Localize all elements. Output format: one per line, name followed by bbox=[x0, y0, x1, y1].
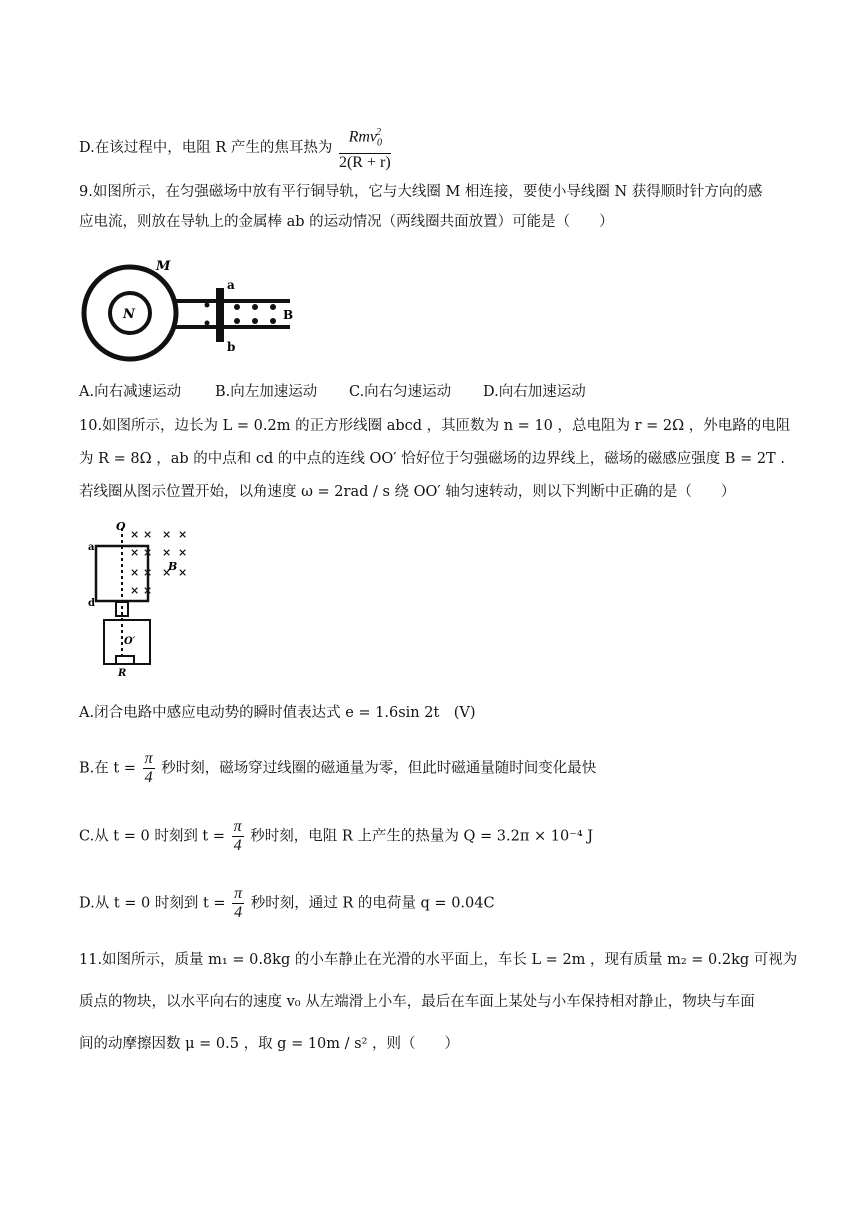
q9-option-c: C.向右匀速运动 bbox=[349, 384, 452, 400]
q10-stem-line1: 10.如图所示，边长为 L = 0.2m 的正方形线圈 abcd ，其匝数为 n = 10 ，总电阻为 r = 2Ω ，外电路的电阻 bbox=[79, 418, 791, 434]
frac-denominator: 2(R + r) bbox=[338, 153, 391, 171]
svg-text:×: × bbox=[178, 528, 188, 541]
option-d-prefix: D.从 t = 0 时刻到 t = bbox=[79, 895, 226, 912]
svg-text:× ×: × × bbox=[130, 584, 153, 597]
label-field-b: B bbox=[168, 560, 178, 573]
q9-options bbox=[79, 382, 586, 402]
frac-sup: 2 bbox=[376, 127, 382, 138]
frac-pi: π bbox=[234, 885, 243, 902]
q10-option-b bbox=[79, 750, 596, 787]
label-d: d bbox=[88, 598, 95, 609]
label-n: N bbox=[123, 307, 135, 322]
q8-option-d bbox=[79, 124, 393, 172]
q9-figure bbox=[80, 255, 305, 370]
q10-option-a: A.闭合电路中感应电动势的瞬时值表达式 e = 1.6sin 2t (V) bbox=[79, 705, 476, 721]
label-m: M bbox=[156, 259, 171, 274]
resistor-r bbox=[116, 656, 134, 664]
label-o-prime: O′ bbox=[124, 636, 136, 647]
pi-over-4-fraction bbox=[143, 750, 155, 787]
q11-stem-line1: 11.如图所示，质量 m₁ = 0.8kg 的小车静止在光滑的水平面上，车长 L = 2m ，现有质量 m₂ = 0.2kg 可视为 bbox=[79, 952, 798, 968]
pi-over-4-fraction bbox=[232, 818, 244, 855]
option-c-prefix: C.从 t = 0 时刻到 t = bbox=[79, 828, 226, 845]
option-b-suffix: 秒时刻，磁场穿过线圈的磁通量为零，但此时磁通量随时间变化最快 bbox=[161, 760, 597, 777]
q9-stem-line2: 应电流，则放在导轨上的金属棒 ab 的运动情况（两线圈共面放置）可能是（ ） bbox=[79, 214, 614, 230]
q8-heat-fraction bbox=[339, 124, 391, 172]
option-b-prefix: B.在 t = bbox=[79, 760, 136, 777]
label-a: a bbox=[88, 542, 95, 553]
q10-option-d bbox=[79, 885, 495, 922]
pi-over-4-fraction bbox=[232, 885, 244, 922]
svg-text:×: × bbox=[162, 528, 172, 541]
q9-stem-line1: 9.如图所示，在匀强磁场中放有平行铜导轨，它与大线圈 M 相连接，要使小导线圈 N 获得顺时针方向的感 bbox=[79, 184, 763, 200]
label-r: R bbox=[118, 668, 127, 679]
option-d-suffix: 秒时刻，通过 R 的电荷量 q = 0.04C bbox=[250, 895, 495, 912]
svg-text:×: × bbox=[178, 546, 188, 559]
label-o: O bbox=[116, 520, 126, 533]
frac-pi: π bbox=[233, 818, 242, 835]
frac-pi: π bbox=[144, 750, 153, 767]
label-a: a bbox=[227, 278, 235, 292]
field-crosses bbox=[130, 528, 187, 597]
q10-stem-line3: 若线圈从图示位置开始，以角速度 ω = 2rad / s 绕 OO′ 轴匀速转动，则以下判断中正确的是（ ） bbox=[79, 484, 736, 500]
frac-four: 4 bbox=[233, 837, 242, 854]
q11-stem-line2: 质点的物块，以水平向右的速度 v₀ 从左端滑上小车，最后在车面上某处与小车保持相对静止，物块与车面 bbox=[79, 994, 755, 1010]
svg-text:×: × bbox=[162, 546, 172, 559]
option-c-suffix: 秒时刻，电阻 R 上产生的热量为 Q = 3.2π × 10⁻⁴ J bbox=[250, 828, 594, 845]
rod-ab bbox=[216, 288, 224, 342]
q10-option-c bbox=[79, 818, 593, 855]
frac-numerator: Rmv bbox=[348, 128, 378, 146]
field-dots bbox=[205, 303, 277, 326]
q10-stem-line2: 为 R = 8Ω ，ab 的中点和 cd 的中点的连线 OO′ 恰好位于匀强磁场的边界线上，磁场的磁感应强度 B = 2T . bbox=[79, 451, 785, 467]
svg-text:× ×: × × bbox=[130, 546, 153, 559]
svg-text:× ×: × × bbox=[130, 528, 153, 541]
q8-option-d-text: D.在该过程中，电阻 R 产生的焦耳热为 bbox=[79, 139, 333, 156]
frac-four: 4 bbox=[234, 904, 243, 921]
label-b: b bbox=[227, 340, 236, 354]
q9-option-b: B.向左加速运动 bbox=[215, 384, 318, 400]
q10-figure bbox=[86, 520, 216, 680]
q11-stem-line3: 间的动摩擦因数 μ = 0.5 ，取 g = 10m / s² ，则（ ） bbox=[79, 1036, 459, 1052]
frac-sub: 0 bbox=[377, 137, 383, 149]
svg-text:×: × bbox=[162, 566, 172, 579]
svg-text:× ×: × × bbox=[130, 566, 153, 579]
svg-text:×: × bbox=[178, 566, 188, 579]
q9-option-d: D.向右加速运动 bbox=[483, 384, 586, 400]
q9-option-a: A.向右减速运动 bbox=[79, 384, 182, 400]
label-field-b: B bbox=[283, 308, 294, 322]
frac-four: 4 bbox=[144, 769, 153, 786]
